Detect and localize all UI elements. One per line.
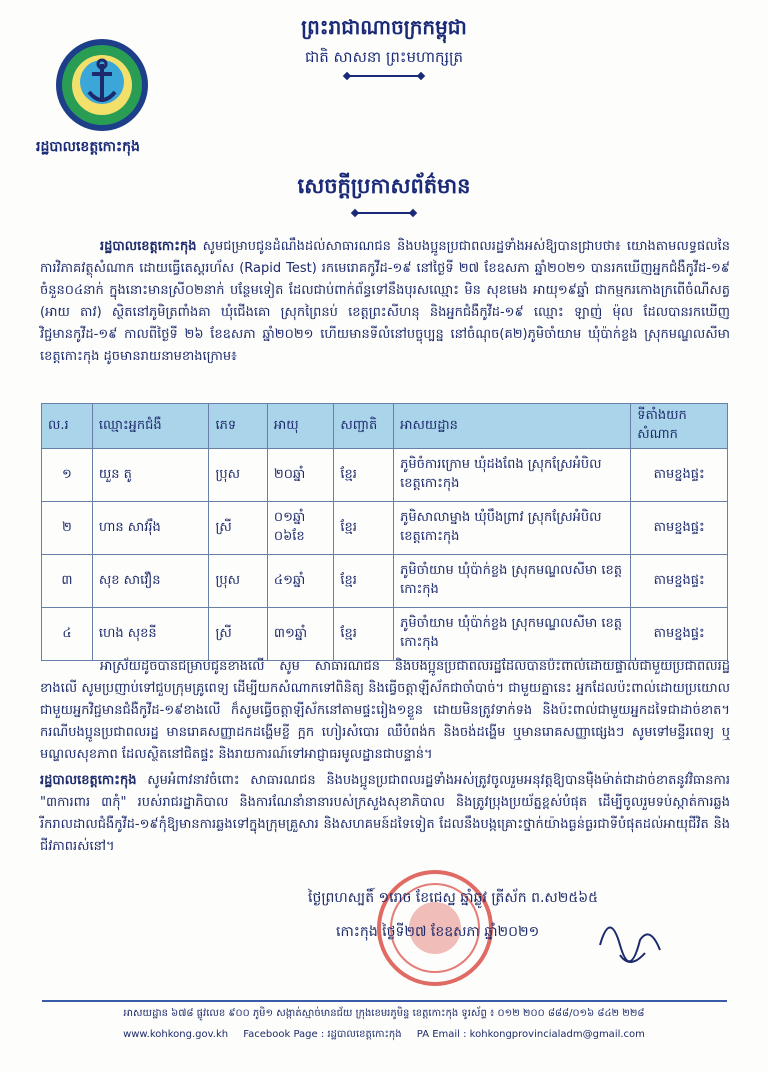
footer-address: អាសយដ្ឋាន ៦៧៨ ផ្លូវលេខ ៩០០ ភូមិ១ សង្កាត់ស្មាច់មានជ័យ ក្រុងខេមរភូមិន្ទ ខេត្តកោះកុង ទូរស័ព្ទ ៖ ០១២ ២០០ ៨៨៨/០១៦ ៨៤២ ២២៨ <box>123 1008 645 1019</box>
cell-no: ២ <box>42 502 93 555</box>
cell-address: ភូមិចាំយាម ឃុំប៉ាក់ខ្លង ស្រុកមណ្ឌលសីមា ខេត្តកោះកុង <box>394 555 631 608</box>
appeal-text: សូមអំពាវនាវចំពោះ សាធារណជន និងបងប្អូនប្រជាពលរដ្ឋទាំងអស់ត្រូវចូលរួមអនុវត្តឱ្យបានម៉ឺងម៉ាត់ជាដាច់ខាតនូវវិធានការ "៣ការពារ ៣កុំ" របស់រាជរដ្ឋាភិបាល និងការណែនាំនានារបស់ក្រសួងសុខាភិបាល និងត្រូវប្រុងប្រយ័ត្នខ្ពស់បំផុត ដើម្បីចូលរួមទប់ស្កាត់ការឆ្លងរីករាលដាលជំងឺកូវីដ-១៩កុំឱ្យមានការឆ្លងទៅក្នុងក្រុមគ្រួសារ និងសហគមន៍ដទៃទៀត ដែលនឹងបង្កគ្រោះថ្នាក់យ៉ាងធ្ងន់ធ្ងរជាទីបំផុតដល់អាយុជីវិត និងជីវភាពរស់នៅ។ <box>40 773 730 854</box>
col-age: អាយុ <box>267 404 333 449</box>
issuer-name: រដ្ឋបាលខេត្តកោះកុង <box>36 139 140 155</box>
footer-email[interactable]: PA Email : kohkongprovincialadm@gmail.com <box>416 1029 645 1040</box>
cell-nationality: ខ្មែរ <box>334 502 394 555</box>
heading-ornament <box>350 75 418 77</box>
footer-contacts <box>0 1027 768 1042</box>
title-ornament <box>358 212 410 214</box>
footer-website[interactable]: www.kohkong.gov.kh <box>123 1029 229 1040</box>
intro-lead: រដ្ឋបាលខេត្តកោះកុង <box>100 239 197 254</box>
col-sex: ភេទ <box>209 404 267 449</box>
cell-sex: ប្រុស <box>209 555 267 608</box>
cell-no: ១ <box>42 449 93 502</box>
lunar-date: ថ្ងៃព្រហស្បតិ៍ ១រោច ខែជេស្ឋ ឆ្នាំឆ្លូវ ត្រីស័ក ព.ស២៥៦៥ <box>308 890 599 906</box>
advice-paragraph <box>40 656 730 766</box>
cell-address: ភូមិចាំយាម ឃុំប៉ាក់ខ្លង ស្រុកមណ្ឌលសីមា ខេត្តកោះកុង <box>394 608 631 661</box>
table-row <box>42 449 728 502</box>
cell-age: ៤១ឆ្នាំ <box>267 555 333 608</box>
col-no: ល.រ <box>42 404 93 449</box>
koh-kong-provincial-seal-icon <box>55 38 149 132</box>
footer-divider <box>42 1000 727 1002</box>
table-header-row <box>42 404 728 449</box>
table-row <box>42 608 728 661</box>
cell-no: ៤ <box>42 608 93 661</box>
cell-nationality: ខ្មែរ <box>334 608 394 661</box>
cell-name: ហេង សុខនី <box>92 608 209 661</box>
intro-text: សូមជម្រាបជូនដំណឹងដល់សាធារណជន និងបងប្អូនប្រជាពលរដ្ឋទាំងអស់ឱ្យបានជ្រាបថា៖ យោងតាមលទ្ធផលនៃការវិភាគវត្ថុសំណាក ដោយធ្វើតេស្តរហ័ស (Rapid Test) រកមេរោគកូវីដ-១៩ នៅថ្ងៃទី ២៧ ខែឧសភា ឆ្នាំ២០២១ បានរកឃើញអ្នកជំងឺកូវីដ-១៩ ចំនួន០៤នាក់ ក្នុងនោះមានស្រី០២នាក់ បន្ថែមទៀត ដែលជាប់ពាក់ព័ន្ធទៅនឹងបុរសឈ្មោះ មិន សុខមេង អាយុ១៩ឆ្នាំ ជាកម្មករកោងក្រពើចំណីសត្វ (អាយ តាវ) ស្ថិតនៅភូមិត្រពាំងគា ឃុំជើងគោ ស្រុកព្រៃនប់ ខេត្តព្រះសីហនុ និងអ្នកជំងឺកូវីដ-១៩ ឈ្មោះ ឡាញ់ ម៉ុល ដែលបានរកឃើញវិជ្ជមានកូវីដ-១៩ កាលពីថ្ងៃទី ២៦ ខែឧសភា ឆ្នាំ២០២១ ហើយមានទីលំនៅបច្ចុប្បន្ន នៅចំណុច(គ២)ភូមិចាំយាម ឃុំប៉ាក់ខ្លង ស្រុកមណ្ឌលសីមា ខេត្តកោះកុង ដូចមានរាយនាមខាងក្រោម៖ <box>40 239 730 364</box>
col-name: ឈ្មោះអ្នកជំងឺ <box>92 404 209 449</box>
appeal-paragraph <box>40 770 730 858</box>
kingdom-heading: ព្រះរាជាណាចក្រកម្ពុជា <box>301 15 467 39</box>
cell-sex: ប្រុស <box>209 449 267 502</box>
cases-table <box>41 403 728 661</box>
cell-age: ៣១ឆ្នាំ <box>267 608 333 661</box>
intro-paragraph <box>40 236 730 368</box>
table-row <box>42 555 728 608</box>
cell-site: តាមខ្នងផ្ទះ <box>631 449 728 502</box>
advice-text: អាស្រ័យដូចបានជម្រាបជូនខាងលើ សូម សាធារណជន និងបងប្អូនប្រជាពលរដ្ឋដែលបានប៉ះពាល់ដោយផ្ទាល់ជាមួយប្រជាពលរដ្ឋខាងលើ សូមប្រញាប់ទៅជួបក្រុមគ្រូពេទ្យ ដើម្បីយកសំណាកទៅពិនិត្យ និងធ្វើចត្តាឡីស័កជាចាំបាច់។ ជាមួយគ្នានេះ អ្នកដែលប៉ះពាល់ដោយប្រយោលជាមួយអ្នកវិជ្ជមានជំងឺកូវីដ-១៩ខាងលើ ក៏សូមធ្វើចត្តាឡីស័កនៅតាមផ្ទះរៀង១ខ្លួន ដោយមិនត្រូវទាក់ទង និងប៉ះពាល់ជាមួយអ្នកដទៃជាដាច់ខាត។ ករណីបងប្អូនប្រជាពលរដ្ឋ មានរោគសញ្ញាដកដង្ហើមខ្លី ក្អក ហៀរសំបោរ ឈឺបំពង់ក និងចង់ដង្ហើម ឬមានរោគសញ្ញាផ្សេងៗ សូមទៅមន្ទីរពេទ្យ ឬមណ្ឌលសុខភាព ដែលស្ថិតនៅជិតផ្ទះ និងរាយការណ៍ទៅអាជ្ញាធរមូលដ្ឋានជាបន្ទាន់។ <box>40 659 730 762</box>
cell-site: តាមខ្នងផ្ទះ <box>631 555 728 608</box>
col-nationality: សញ្ជាតិ <box>334 404 394 449</box>
cell-site: តាមខ្នងផ្ទះ <box>631 608 728 661</box>
cell-name: ហាន សាវរ៉ឹង <box>92 502 209 555</box>
solar-date: កោះកុង ថ្ងៃទី២៧ ខែឧសភា ឆ្នាំ២០២១ <box>336 924 540 940</box>
cell-sex: ស្រី <box>209 502 267 555</box>
cell-site: តាមខ្នងផ្ទះ <box>631 502 728 555</box>
cell-name: សុខ សាវឿន <box>92 555 209 608</box>
appeal-lead: រដ្ឋបាលខេត្តកោះកុង <box>40 773 137 788</box>
cell-name: យួន តូ <box>92 449 209 502</box>
table-row <box>42 502 728 555</box>
cell-no: ៣ <box>42 555 93 608</box>
cell-age: ២០ឆ្នាំ <box>267 449 333 502</box>
footer-facebook[interactable]: Facebook Page : រដ្ឋបាលខេត្តកោះកុង <box>243 1029 402 1040</box>
cell-sex: ស្រី <box>209 608 267 661</box>
cell-nationality: ខ្មែរ <box>334 449 394 502</box>
document-title: សេចក្តីប្រកាសព័ត៌មាន <box>297 173 471 198</box>
cell-address: ភូមិសាលាម្នាង ឃុំបឹងព្រាវ ស្រុកស្រែអំបិល ខេត្តកោះកុង <box>394 502 631 555</box>
cell-nationality: ខ្មែរ <box>334 555 394 608</box>
col-address: អាសយដ្ឋាន <box>394 404 631 449</box>
col-site: ទីតាំងយកសំណាក <box>631 404 728 449</box>
national-motto: ជាតិ សាសនា ព្រះមហាក្សត្រ <box>304 48 464 66</box>
cell-age: ០១ឆ្នាំ ០៦ខែ <box>267 502 333 555</box>
cell-address: ភូមិចំការក្រោម ឃុំដងពែង ស្រុកស្រែអំបិល ខេត្តកោះកុង <box>394 449 631 502</box>
handwritten-signature-icon <box>590 905 670 975</box>
